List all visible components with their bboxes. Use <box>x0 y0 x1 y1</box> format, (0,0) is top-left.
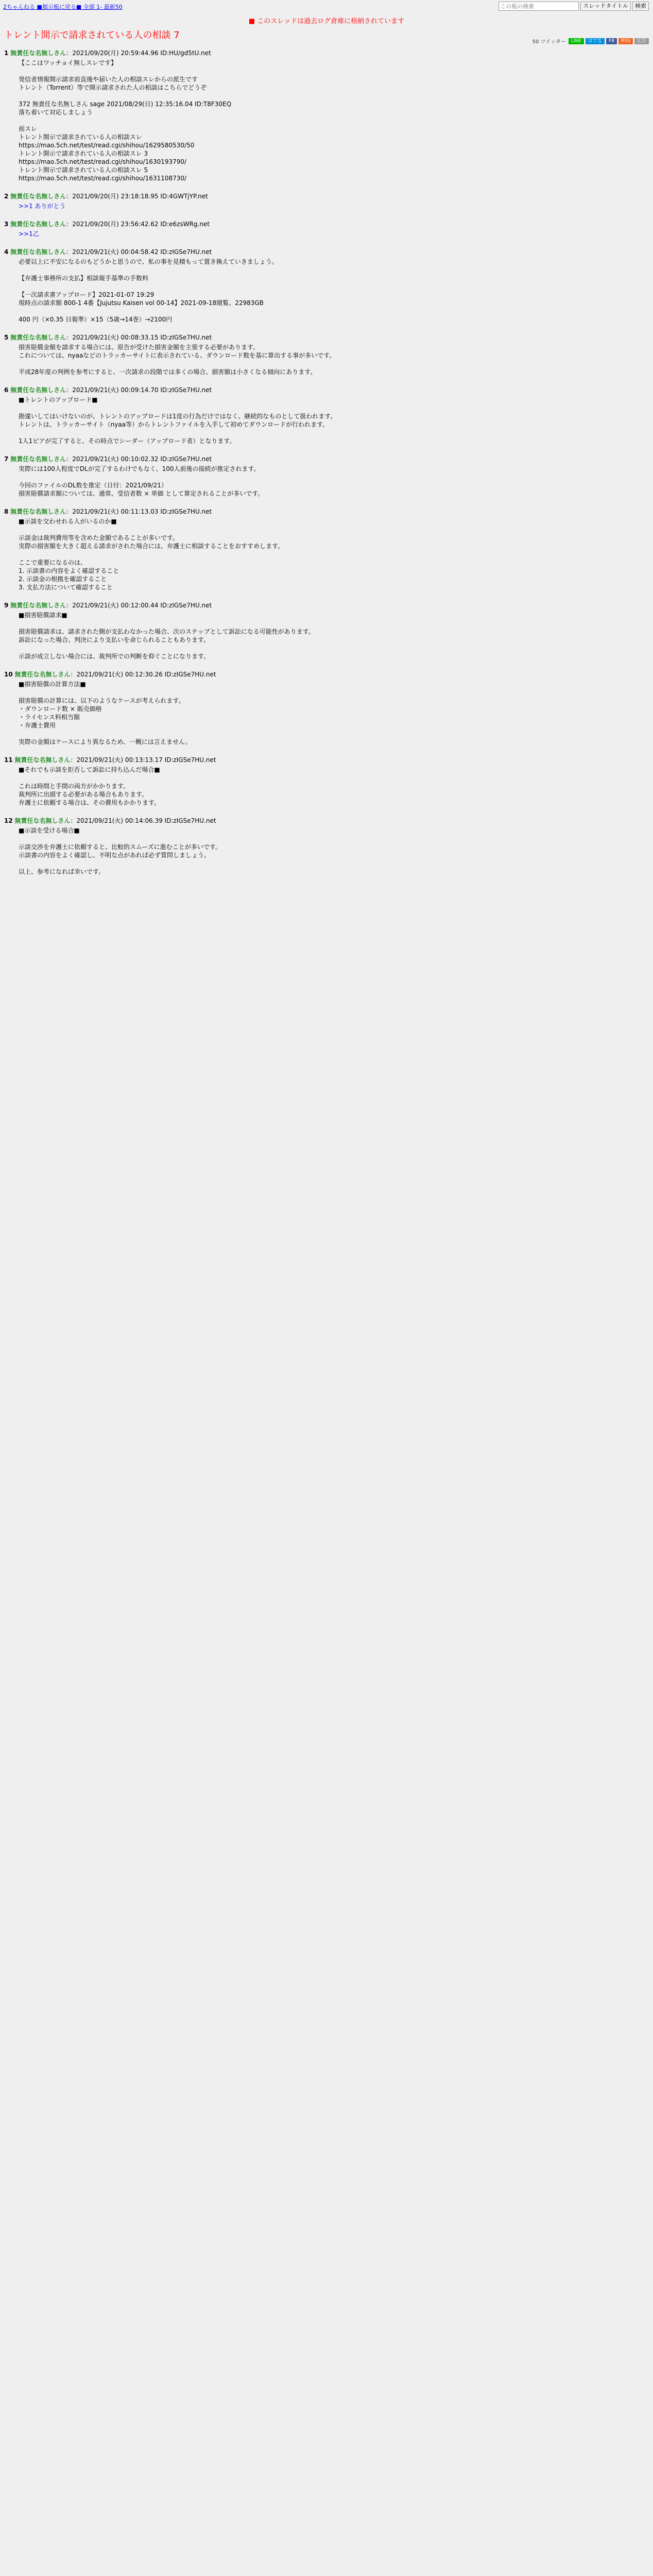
post-body: >>1 ありがとう <box>19 202 66 210</box>
poster-name: 無責任な名無しさん <box>10 508 66 515</box>
poster-name: 無責任な名無しさん <box>10 455 66 463</box>
post <box>4 219 649 247</box>
post-header <box>4 247 649 257</box>
post-number[interactable]: 4 <box>4 248 9 256</box>
post <box>4 385 649 454</box>
top-bar <box>0 0 653 13</box>
post-number[interactable]: 1 <box>4 49 9 57</box>
poster-name: 無責任な名無しさん <box>14 817 71 824</box>
post <box>4 601 649 670</box>
post-meta: ：2021/09/21(火) 00:10:02.32 ID:zIGSe7HU.net <box>66 455 212 463</box>
post-number[interactable]: 8 <box>4 508 9 515</box>
post-header <box>4 454 649 464</box>
poster-name: 無責任な名無しさん <box>10 248 66 256</box>
share-text: 50 ツイッター <box>532 39 566 45</box>
thread-title: トレント開示で請求されている人の相談 7 <box>4 30 180 41</box>
rss-button[interactable]: RSS <box>618 38 633 44</box>
facebook-button[interactable]: FB <box>606 38 617 44</box>
post <box>4 192 649 219</box>
post-header <box>4 507 649 516</box>
post-meta: ：2021/09/21(火) 00:12:00.44 ID:zIGSe7HU.net <box>66 602 212 609</box>
post-number[interactable]: 12 <box>4 817 13 824</box>
post-body: >>1乙 <box>19 230 39 238</box>
search-area <box>499 2 649 11</box>
post-body: 実際には100人程度でDLが完了するわけでもなく、100人前後の接続が推定されます。 今回のファイルのDL数を推定（日付：2021/09/21） 損害賠償請求額については、通常、受信者数 × 単価 として算定されることが多いです。 <box>19 465 264 497</box>
post-number[interactable]: 2 <box>4 193 9 200</box>
post-header <box>4 219 649 229</box>
post <box>4 755 649 816</box>
search-input[interactable] <box>499 2 579 11</box>
hatena-button[interactable]: はてな <box>586 38 605 44</box>
nav-link[interactable]: 2ちゃんねる ■掲示板に戻る■ 全部 1- 最新50 <box>3 4 123 10</box>
poster-name: 無責任な名無しさん <box>14 671 71 678</box>
post-number[interactable]: 5 <box>4 334 9 341</box>
poster-name: 無責任な名無しさん <box>10 386 66 394</box>
post-header <box>4 192 649 201</box>
post-body: ■トレントのアップロード■ 勘違いしてはいけないのが、トレントのアップロードは1度の行為だけではなく、継続的なものとして扱われます。 トレントは、トラッカーサイト（nyaa等）からトレントファイルを入手して初めてダウンロードが行われます。 1人1ピアが完了すると、その時点でシーダー（アップロード者）となります。 <box>19 396 337 445</box>
poster-name: 無責任な名無しさん <box>14 756 71 764</box>
notice-banner: ■ このスレッドは過去ログ倉庫に格納されています <box>248 18 405 25</box>
post <box>4 454 649 507</box>
post-list <box>4 48 649 885</box>
post-body: ■損害賠償の計算方法■ 損害賠償の計算には、以下のようなケースが考えられます。 ・ダウンロード数 × 販売価格 ・ライセンス料相当額 ・弁護士費用 実際の金額はケースにより異なるため、一概には言えません。 <box>19 681 192 745</box>
post-number[interactable]: 7 <box>4 455 9 463</box>
post-body: ■示談を交わせれる人がいるのか■ 示談金は裁判費用等を含めた金額であることが多いです。 実際の損害額を大きく超える請求がされた場合には、弁護士に相談することをおすすめします。 ここで重要になるのは、 1. 示談書の内容をよく確認すること 2. 示談金の根拠を確認すること 3. 支払方法について確認すること <box>19 518 284 591</box>
thread-bar <box>532 37 649 45</box>
post-body: ■損害賠償請求■ 損害賠償請求は、請求された側が支払わなかった場合、次のステップとして訴訟になる可能性があります。 訴訟になった場合、判決により支払いを命じられることもあります。 示談が成立しない場合には、裁判所での判断を仰ぐことになります。 <box>19 612 315 660</box>
post-header <box>4 601 649 610</box>
post-header <box>4 816 649 825</box>
post-meta: ：2021/09/21(火) 00:04:58.42 ID:zIGSe7HU.net <box>66 248 212 256</box>
ad-button[interactable]: 広告 <box>634 38 649 44</box>
post-number[interactable]: 11 <box>4 756 13 764</box>
poster-name: 無責任な名無しさん <box>10 602 66 609</box>
search-button[interactable]: 検索 <box>632 2 649 11</box>
line-button[interactable]: LINE <box>569 38 584 44</box>
post-meta: ：2021/09/21(火) 00:14:06.39 ID:zIGSe7HU.net <box>70 817 216 824</box>
post-body: ■示談を受ける場合■ 示談交渉を弁護士に依頼すると、比較的スムーズに進むことが多いです。 示談書の内容をよく確認し、不明な点があれば必ず質問しましょう。 以上、参考になれば幸いです。 <box>19 827 221 875</box>
post-header <box>4 48 649 58</box>
post-meta: ：2021/09/21(火) 00:12:30.26 ID:zIGSe7HU.net <box>70 671 216 678</box>
post-number[interactable]: 3 <box>4 221 9 228</box>
poster-name: 無責任な名無しさん <box>10 221 66 228</box>
post-meta: ：2021/09/21(火) 00:09:14.70 ID:zIGSe7HU.net <box>66 386 212 394</box>
post-body: 損害賠償金額を請求する場合には、原告が受けた損害金額を主張する必要があります。 これについては、nyaaなどのトラッカーサイトに表示されている、ダウンロード数を基に算出する事が多いです。 平成28年度の判例を参考にすると、一次請求の段階では多くの場合、損害額は小さくなる傾向にあります。 <box>19 344 336 376</box>
post-number[interactable]: 9 <box>4 602 9 609</box>
post-meta: ：2021/09/21(火) 00:11:13.03 ID:zIGSe7HU.net <box>66 508 212 515</box>
post-header <box>4 333 649 342</box>
post-header <box>4 385 649 395</box>
post-meta: ：2021/09/21(火) 00:13:13.17 ID:zIGSe7HU.net <box>70 756 216 764</box>
post-body: 【ここはワッチョイ無しスレです】 発信者情報開示請求前直後や届いた人の相談スレからの派生です トレント（Torrent）等で開示請求された人の相談はこちらでどうぞ 372 無責任な名無しさん sage 2021/08/29(日) 12:35:16.04 ID:T8F30EQ 落ち着いて対応しましょう 前スレ トレント開示で請求されている人の相談スレ https://mao.5ch.net/test/read.cgi/shihou/1629580530/50 トレント開示で請求されている人の相談スレ 3 https://mao.5ch.net/test/read.cgi/shihou/1630193790/ トレント開示で請求されている人の相談スレ 5 https://mao.5ch.net/test/read.cgi/shihou/1631108730/ <box>19 59 232 182</box>
post <box>4 670 649 755</box>
post <box>4 333 649 385</box>
post-header <box>4 755 649 765</box>
search-scope[interactable]: スレッドタイトル <box>580 2 631 11</box>
post-meta: ：2021/09/20(月) 23:18:18.95 ID:4GWTjYP.net <box>66 193 208 200</box>
post-header <box>4 670 649 679</box>
post-number[interactable]: 10 <box>4 671 13 678</box>
poster-name: 無責任な名無しさん <box>10 193 66 200</box>
post <box>4 48 649 192</box>
post <box>4 816 649 885</box>
post-meta: ：2021/09/20(月) 23:56:42.62 ID:e6zsWRg.net <box>66 221 210 228</box>
post <box>4 247 649 333</box>
post-body: ■それでも示談を拒否して訴訟に持ち込んだ場合■ これは時間と手間の両方がかかります。 裁判所に出頭する必要がある場合もあります。 弁護士に依頼する場合は、その費用もかかります。 <box>19 766 161 806</box>
post-number[interactable]: 6 <box>4 386 9 394</box>
post-meta: ：2021/09/20(月) 20:59:44.96 ID:HU/gd5tU.net <box>66 49 211 57</box>
post-meta: ：2021/09/21(火) 00:08:33.15 ID:zIGSe7HU.net <box>66 334 212 341</box>
post <box>4 507 649 601</box>
poster-name: 無責任な名無しさん <box>10 49 66 57</box>
post-body: 必要以上に不安になるのもどうかと思うので、私の事を見積もって置き換えていきましょう。 【弁護士事務所の支払】相談報手基準の手数料 【一次請求書アップロード】2021-01-07 19:29 現時点の請求額 800-1 4番【Jujutsu Kaisen vol 00-14】2021-09-18閲覧、22983GB 400 円（×0.35 日報準）×15（5歳→14巻）→2100円 <box>19 258 278 323</box>
poster-name: 無責任な名無しさん <box>10 334 66 341</box>
nav-links[interactable] <box>3 3 123 11</box>
